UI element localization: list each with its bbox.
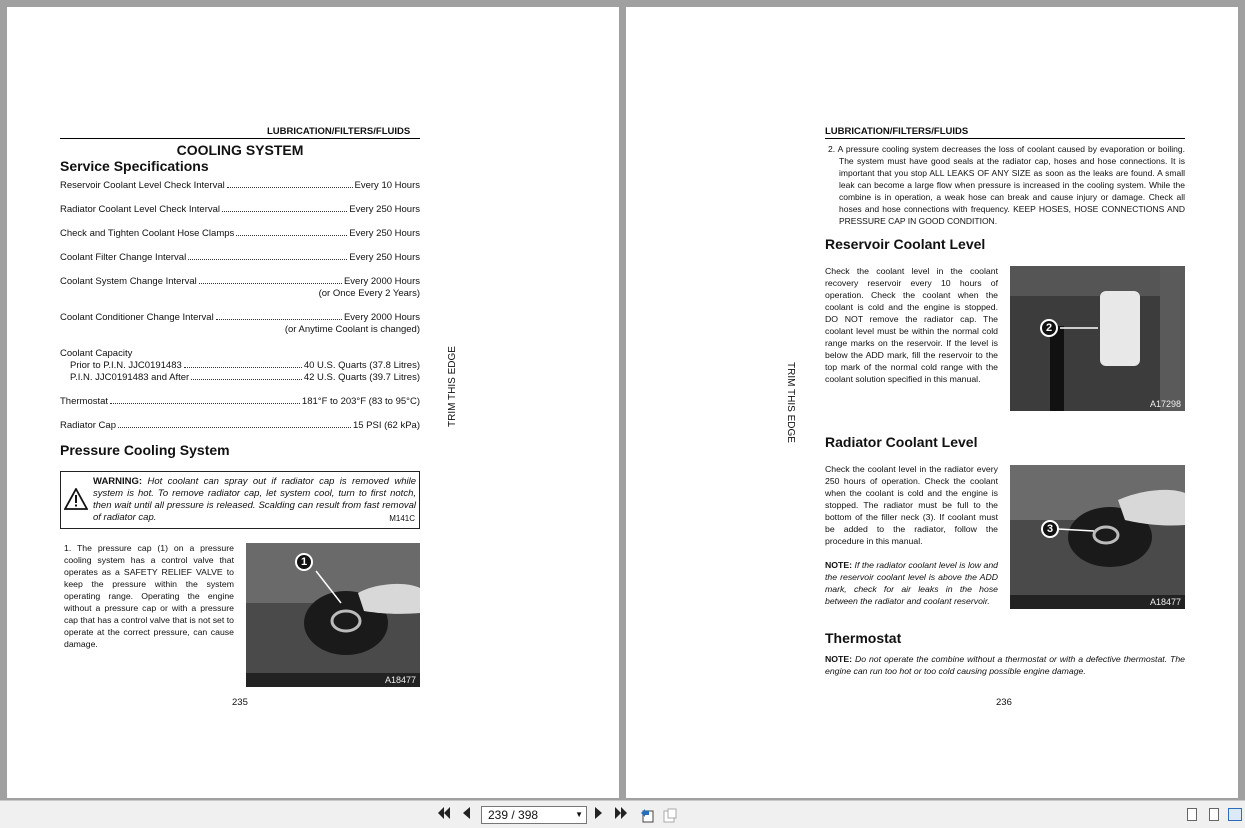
warning-code: M141C <box>389 514 415 523</box>
page-number-input[interactable]: 239 / 398 ▼ <box>481 806 587 824</box>
thermostat-note: NOTE: Do not operate the combine without a thermostat or with a defective thermostat. The engine can run too hot or too cold causing possible engine damage. <box>825 654 1185 676</box>
reservoir-paragraph: Check the coolant level in the coolant recovery reservoir every 10 hours of operation. Check the coolant when the coolant is cold and the engine is stopped. DO NOT remove the radiator cap. The coolant level must be within the normal cold range marks on the reservoir. If the level is below the ADD mark, fill the reservoir to the top mark of the normal cold range with the coolant solution specified in this manual. <box>825 266 998 384</box>
warning-triangle-icon <box>64 488 88 510</box>
trim-edge-label: TRIM THIS EDGE <box>447 346 458 427</box>
callout-3: 3 <box>1041 520 1059 538</box>
go-forward-icon <box>662 807 678 823</box>
trim-edge-label: TRIM THIS EDGE <box>785 362 796 443</box>
page-title: COOLING SYSTEM <box>176 142 304 158</box>
header-rule <box>825 138 1185 139</box>
spec-row: Coolant Conditioner Change Interval Every 2000 Hours (or Anytime Coolant is changed) <box>60 312 420 335</box>
chevron-down-icon[interactable]: ▼ <box>575 810 583 819</box>
previous-page-button[interactable] <box>459 807 473 823</box>
radiator-note: NOTE: If the radiator coolant level is low and the reservoir coolant level is above the ADD mark, check for air leaks in the hose between the radiator and coolant reservoir. <box>825 560 998 606</box>
spec-row: Coolant Filter Change Interval Every 250 Hours <box>60 252 420 263</box>
page-number: 235 <box>232 697 248 708</box>
section-heading-reservoir: Reservoir Coolant Level <box>825 236 986 252</box>
header-rule <box>60 138 420 139</box>
next-page-button[interactable] <box>592 807 606 823</box>
section-heading-radiator: Radiator Coolant Level <box>825 434 978 450</box>
single-page-view-icon[interactable] <box>1187 808 1197 821</box>
first-page-button[interactable] <box>436 807 452 823</box>
section-heading-service: Service Specifications <box>60 158 209 174</box>
running-head: LUBRICATION/FILTERS/FLUIDS <box>825 126 969 137</box>
photo-radiator-image <box>1010 465 1185 609</box>
section-heading-thermostat: Thermostat <box>825 630 902 646</box>
continuous-view-icon[interactable] <box>1209 808 1219 821</box>
photo-caption: A17298 <box>1149 399 1181 409</box>
viewer-toolbar <box>0 800 1245 828</box>
spec-radiator-cap: Radiator Cap 15 PSI (62 kPa) <box>60 420 420 431</box>
go-back-button[interactable] <box>639 807 655 823</box>
spec-thermostat: Thermostat 181°F to 203°F (83 to 95°C) <box>60 396 420 407</box>
section-heading-pressure: Pressure Cooling System <box>60 442 230 458</box>
warning-box <box>60 471 420 529</box>
radiator-paragraph: Check the coolant level in the radiator every 250 hours of operation. Check the coolant when the coolant is cold and the engine is stopped. The radiator must be full to the bottom of the filler neck (3). If coolant must be added to the radiator, follow the procedure in this manual. <box>825 464 998 546</box>
page-number: 236 <box>996 697 1012 708</box>
running-head: LUBRICATION/FILTERS/FLUIDS <box>267 126 411 137</box>
callout-2: 2 <box>1040 319 1058 337</box>
spec-capacity: Coolant Capacity Prior to P.I.N. JJC0191483 40 U.S. Quarts (37.8 Litres) P.I.N. JJC0191483 and After 42 U.S. Quarts (39.7 Litres) <box>60 348 420 383</box>
go-forward-button[interactable] <box>662 807 678 823</box>
photo-pressure-cap-image <box>246 543 420 687</box>
next-page-icon <box>594 807 604 819</box>
go-back-icon <box>639 807 655 823</box>
item-2-paragraph: 2. A pressure cooling system decreases the loss of coolant caused by evaporation or boiling. The system must have good seals at the radiator cap, hoses and hose connections. It is important that you stop ALL LEAKS OF ANY SIZE as soon as the leaks are found. A small leak can become a large flow when pressure is increased in the cooling system. While the combine is in operation, a weak hose can break and cause injury or damage. Check all hoses and hose connections with frequency. KEEP HOSES, HOSE CONNECTIONS AND PRESSURE CAP IN GOOD CONDITION. <box>828 144 1185 226</box>
photo-pressure-cap <box>246 543 420 687</box>
page-236 <box>626 7 1238 798</box>
spec-row: Radiator Coolant Level Check Interval Every 250 Hours <box>60 204 420 215</box>
warning-text: WARNING: Hot coolant can spray out if radiator cap is removed while system is hot. To remove radiator cap, let system cool, turn to first notch, then wait until all pressure is released. Scalding can result from fast removal of radiator cap. <box>93 476 416 523</box>
callout-1: 1 <box>295 553 313 571</box>
spec-row: Check and Tighten Coolant Hose Clamps Every 250 Hours <box>60 228 420 239</box>
first-page-icon <box>437 807 451 819</box>
spec-row: Coolant System Change Interval Every 2000 Hours (or Once Every 2 Years) <box>60 276 420 299</box>
facing-pages-view-icon[interactable] <box>1228 808 1242 821</box>
spec-row: Reservoir Coolant Level Check Interval Every 10 Hours <box>60 180 420 191</box>
last-page-button[interactable] <box>613 807 629 823</box>
item-1-paragraph: 1. The pressure cap (1) on a pressure cooling system has a control valve that operates as a SAFETY RELIEF VALVE to keep the pressure within the system operating range. Operating the engine without a pressure cap or with a pressure cap that has a control valve that is not set to operate at the correct pressure, can cause damage. <box>64 543 234 649</box>
previous-page-icon <box>461 807 471 819</box>
photo-caption: A18477 <box>384 675 416 685</box>
last-page-icon <box>614 807 628 819</box>
photo-reservoir-image <box>1010 266 1185 411</box>
photo-reservoir <box>1010 266 1185 411</box>
photo-radiator <box>1010 465 1185 609</box>
photo-caption: A18477 <box>1149 597 1181 607</box>
page-235 <box>7 7 619 798</box>
